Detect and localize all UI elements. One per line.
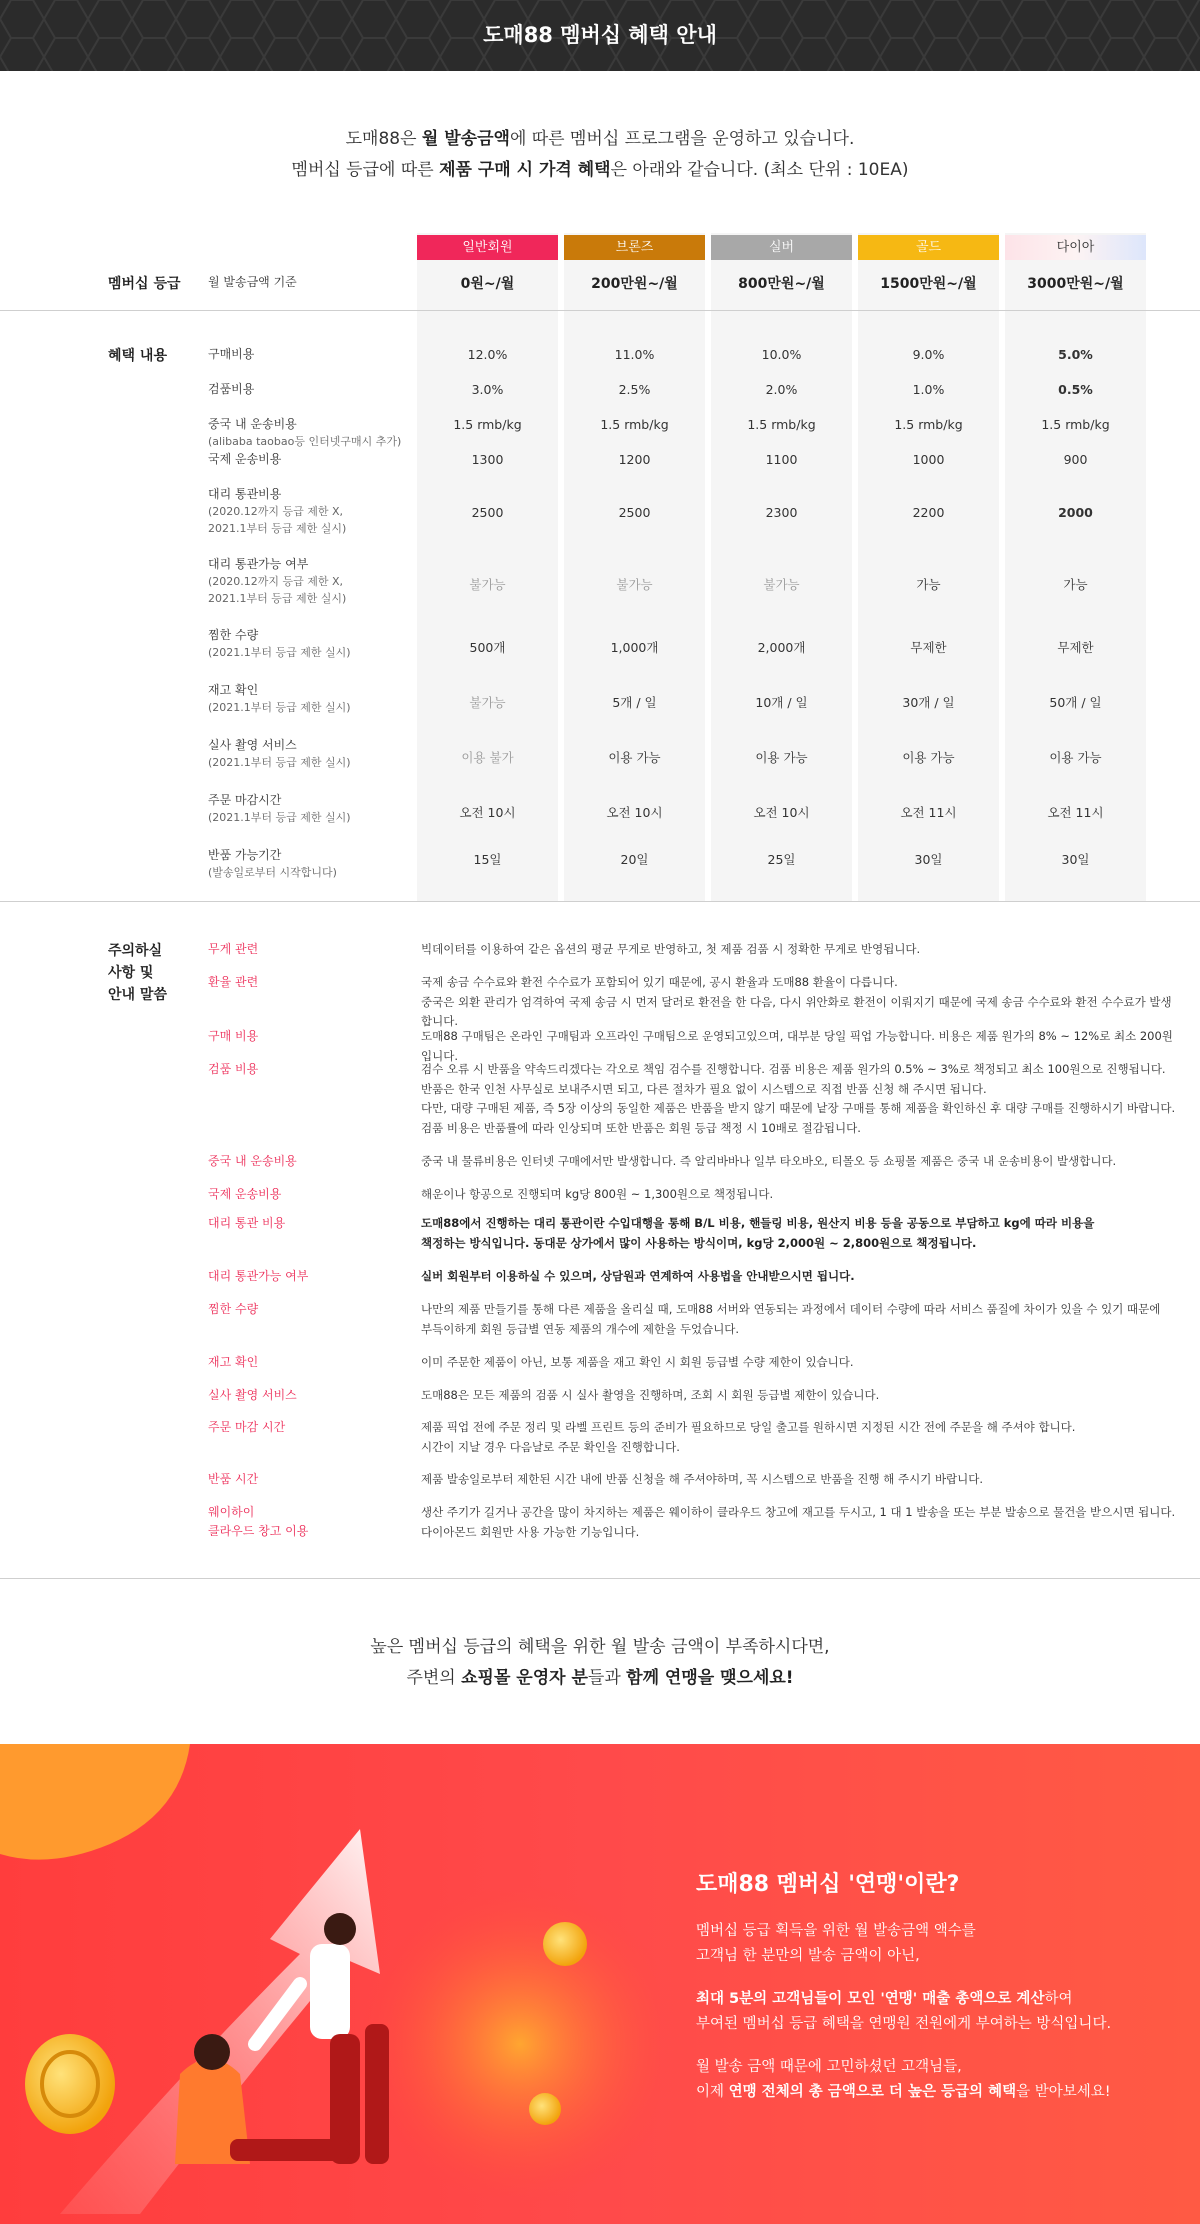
- benefit-value: 30일: [914, 852, 943, 867]
- benefit-value: 이용 가능: [755, 750, 808, 765]
- note-text: 국제 송금 수수료와 환전 수수료가 포함되어 있기 때문에, 공시 환율과 도매88 환율이 다릅니다. 중국은 외환 관리가 엄격하여 국제 송금 시 먼저 달러로 환전을 한 다음, 다시 위안화로 환전이 이뤄지기 때문에 국제 송금 수수료와 환전 수수료가 발생합니다.: [421, 975, 1172, 1028]
- benefit-value: 이용 가능: [902, 750, 955, 765]
- note-key: 실사 촬영 서비스: [208, 1388, 297, 1402]
- benefit-value: 30일: [1061, 852, 1090, 867]
- benefit-value: 2200: [912, 505, 945, 520]
- benefit-value: 1,000개: [610, 640, 659, 655]
- note-text: 이미 주문한 제품이 아닌, 보통 제품을 재고 확인 시 회원 등급별 수량 제한이 있습니다.: [421, 1355, 854, 1369]
- tier-column: [711, 233, 852, 901]
- note-key: 구매 비용: [208, 1029, 259, 1043]
- benefit-note: (2020.12까지 등급 제한 X, 2021.1부터 등급 제한 실시): [208, 505, 347, 535]
- benefit-row-label: [208, 451, 281, 468]
- page-header: [0, 0, 1200, 71]
- tier-badge: 실버: [711, 235, 852, 260]
- benefit-value: 1000: [912, 452, 945, 467]
- benefit-name: 대리 통관비용: [208, 487, 282, 501]
- benefit-value: 10개 / 일: [755, 695, 808, 710]
- benefit-note: (발송일로부터 시작합니다): [208, 866, 337, 879]
- note-key: 중국 내 운송비용: [208, 1154, 297, 1168]
- benefit-row-label: [208, 737, 351, 771]
- benefit-row-label: [208, 381, 254, 398]
- notes-title: 주의하실 사항 및 안내 말씀: [108, 943, 167, 1003]
- benefit-value: 12.0%: [467, 347, 508, 362]
- benefit-value: 3.0%: [471, 382, 504, 397]
- growth-illustration: [0, 1744, 660, 2224]
- note-text: 생산 주기가 길거나 공간을 많이 차지하는 제품은 웨이하이 클라우드 창고에 재고를 두시고, 1 대 1 발송을 또는 부분 발송으로 물건을 받으시면 됩니다. 다이아몬드 회원만 사용 가능한 기능입니다.: [421, 1505, 1176, 1539]
- benefit-value: 가능: [916, 577, 941, 592]
- benefit-note: (2021.1부터 등급 제한 실시): [208, 756, 351, 769]
- benefit-name: 주문 마감시간: [208, 793, 282, 807]
- benefit-value: 오전 11시: [1047, 805, 1104, 820]
- tier-column: [417, 233, 558, 901]
- benefit-row-label: [208, 627, 351, 661]
- benefit-row-label: [208, 556, 346, 607]
- note-text: 도매88 구매팀은 온라인 구매팀과 오프라인 구매팀으로 운영되고있으며, 대부분 당일 픽업 가능합니다. 비용은 제품 원가의 8% ~ 12%로 최소 200원입니다.: [421, 1029, 1173, 1063]
- note-text: 도매88은 모든 제품의 검품 시 실사 촬영을 진행하며, 조회 시 회원 등급별 제한이 있습니다.: [421, 1388, 880, 1402]
- note-text: 도매88에서 진행하는 대리 통관이란 수입대행을 통해 B/L 비용, 핸들링 비용, 원산지 비용 등을 공동으로 부담하고 kg에 따라 비용을 책정하는 방식입니다. 동대문 상가에서 많이 사용하는 방식이며, kg당 2,000원 ~ 2,800원으로 책정됩니다.: [421, 1216, 1095, 1250]
- tier-column: [564, 233, 705, 901]
- benefit-value: 30개 / 일: [902, 695, 955, 710]
- benefit-value: 이용 가능: [608, 750, 661, 765]
- tier-badge: 골드: [858, 235, 999, 260]
- basis-label: 월 발송금액 기준: [208, 275, 297, 289]
- alliance-cta: 높은 멤버십 등급의 혜택을 위한 월 발송 금액이 부족하시다면, 주변의 쇼핑몰 운영자 분들과 함께 연맹을 맺으세요!: [370, 1637, 830, 1688]
- benefit-value: 2,000개: [757, 640, 806, 655]
- benefit-value: 900: [1063, 452, 1088, 467]
- benefit-value: 이용 가능: [1049, 750, 1102, 765]
- note-key: 검품 비용: [208, 1062, 259, 1076]
- benefit-value: 20일: [620, 852, 649, 867]
- benefit-row-label: [208, 346, 254, 363]
- tier-column: [1005, 233, 1146, 901]
- note-key: 대리 통관 비용: [208, 1216, 286, 1230]
- benefit-value: 무제한: [1057, 640, 1094, 655]
- benefit-value: 500개: [469, 640, 506, 655]
- note-text: 실버 회원부터 이용하실 수 있으며, 상담원과 연계하여 사용법을 안내받으시면 됩니다.: [421, 1269, 855, 1283]
- tier-range: 800만원~/월: [738, 276, 825, 292]
- benefit-value: 불가능: [469, 577, 506, 592]
- divider: [0, 901, 1200, 902]
- benefit-row-label: [208, 682, 351, 716]
- benefit-value: 2500: [471, 505, 504, 520]
- benefit-value: 10.0%: [761, 347, 802, 362]
- tier-badge: 일반회원: [417, 235, 558, 260]
- benefit-row-label: [208, 486, 346, 537]
- benefit-row-label: [208, 847, 337, 881]
- note-key: 주문 마감 시간: [208, 1420, 286, 1434]
- benefit-value: 0.5%: [1058, 382, 1093, 397]
- benefit-value: 11.0%: [614, 347, 655, 362]
- benefit-value: 무제한: [910, 640, 947, 655]
- note-text: 빅데이터를 이용하여 같은 옵션의 평균 무게로 반영하고, 첫 제품 검품 시 정확한 무게로 반영됩니다.: [421, 942, 921, 956]
- banner-paragraph-3: 월 발송 금액 때문에 고민하셨던 고객님들, 이제 연맹 전체의 총 금액으로 더 높은 등급의 혜택을 받아보세요!: [696, 2059, 1111, 2100]
- benefit-value: 이용 불가: [461, 750, 514, 765]
- benefit-value: 오전 10시: [753, 805, 810, 820]
- note-key: 환율 관련: [208, 975, 259, 989]
- benefit-note: (2021.1부터 등급 제한 실시): [208, 701, 351, 714]
- divider: [0, 310, 1200, 311]
- note-text: 중국 내 물류비용은 인터넷 구매에서만 발생합니다. 즉 알리바바나 일부 타오바오, 티몰오 등 쇼핑몰 제품은 중국 내 운송비용이 발생합니다.: [421, 1154, 1117, 1168]
- tier-range: 200만원~/월: [591, 276, 678, 292]
- note-key: 국제 운송비용: [208, 1187, 282, 1201]
- tier-badge: 브론즈: [564, 235, 705, 260]
- banner-title: 도매88 멤버십 '연맹'이란?: [696, 1872, 960, 1897]
- benefit-name: 재고 확인: [208, 683, 259, 697]
- note-text: 제품 픽업 전에 주문 정리 및 라벨 프린트 등의 준비가 필요하므로 당일 출고를 원하시면 지정된 시간 전에 주문을 해 주셔야 합니다. 시간이 지날 경우 다음날로 주문 확인을 진행합니다.: [421, 1420, 1076, 1454]
- benefit-row-label: [208, 792, 351, 826]
- tier-range: 0원~/월: [460, 276, 515, 292]
- benefit-name: 국제 운송비용: [208, 452, 282, 466]
- benefit-name: 대리 통관가능 여부: [208, 557, 309, 571]
- benefit-value: 1.0%: [912, 382, 945, 397]
- benefit-value: 5.0%: [1058, 347, 1093, 362]
- benefit-value: 2.5%: [618, 382, 651, 397]
- banner-paragraph-2: 최대 5분의 고객님들이 모인 '연맹' 매출 총액으로 계산하여 부여된 멤버십 등급 혜택을 연맹원 전원에게 부여하는 방식입니다.: [696, 1991, 1112, 2032]
- alliance-banner: [0, 1744, 1200, 2224]
- benefit-value: 오전 10시: [606, 805, 663, 820]
- benefit-note: (2020.12까지 등급 제한 X, 2021.1부터 등급 제한 실시): [208, 575, 347, 605]
- benefit-value: 15일: [473, 852, 502, 867]
- benefit-value: 불가능: [616, 577, 653, 592]
- tier-column: [858, 233, 999, 901]
- note-key: 웨이하이 클라우드 창고 이용: [208, 1505, 309, 1538]
- benefit-value: 50개 / 일: [1049, 695, 1102, 710]
- tier-range: 1500만원~/월: [880, 276, 977, 292]
- divider: [0, 1578, 1200, 1579]
- note-text: 해운이나 항공으로 진행되며 kg당 800원 ~ 1,300원으로 책정됩니다.: [421, 1187, 774, 1201]
- note-text: 검수 오류 시 반품을 약속드리겠다는 각오로 책임 검수를 진행합니다. 검품 비용은 제품 원가의 0.5% ~ 3%로 책정되고 최소 100원으로 진행됩니다. 반품은 한국 인천 사무실로 보내주시면 되고, 다른 절차가 필요 없이 시스템으로 직접 반품 신청 해 주시면 됩니다. 다만, 대량 구매된 제품, 즉 5장 이상의 동일한 제품은 반품을 받지 않기 때문에 낱장 구매를 통해 제품을 확인하신 후 대량 구매를 진행하시기 바랍니다. 검품 비용은 반품률에 따라 인상되며 또한 반품은 회원 등급 책정 시 10배로 절감됩니다.: [421, 1062, 1176, 1135]
- benefit-value: 가능: [1063, 577, 1088, 592]
- benefit-name: 반품 가능기간: [208, 848, 282, 862]
- benefit-value: 2500: [618, 505, 651, 520]
- benefit-name: 검품비용: [208, 382, 255, 396]
- note-text: 제품 발송일로부터 제한된 시간 내에 반품 신청을 해 주셔야하며, 꼭 시스템으로 반품을 진행 해 주시기 바랍니다.: [421, 1472, 984, 1486]
- benefit-value: 1.5 rmb/kg: [453, 417, 522, 432]
- benefit-name: 구매비용: [208, 347, 255, 361]
- benefit-value: 5개 / 일: [612, 695, 657, 710]
- benefit-value: 1200: [618, 452, 651, 467]
- intro-text: 도매88은 월 발송금액에 따른 멤버십 프로그램을 운영하고 있습니다. 멤버십 등급에 따른 제품 구매 시 가격 혜택은 아래와 같습니다. (최소 단위 : 10EA): [291, 129, 909, 180]
- benefit-value: 1100: [765, 452, 798, 467]
- benefit-value: 1.5 rmb/kg: [747, 417, 816, 432]
- benefit-label: 혜택 내용: [108, 348, 167, 364]
- benefit-value: 오전 11시: [900, 805, 957, 820]
- benefit-name: 실사 촬영 서비스: [208, 738, 297, 752]
- benefit-value: 2.0%: [765, 382, 798, 397]
- benefit-value: 9.0%: [912, 347, 945, 362]
- page-title: 도매88 멤버십 혜택 안내: [483, 23, 717, 47]
- note-key: 대리 통관가능 여부: [208, 1269, 309, 1283]
- benefit-name: 중국 내 운송비용: [208, 417, 297, 431]
- benefit-name: 찜한 수량: [208, 628, 259, 642]
- benefit-value: 오전 10시: [459, 805, 516, 820]
- benefit-value: 2000: [1058, 505, 1093, 520]
- benefit-value: 1.5 rmb/kg: [600, 417, 669, 432]
- note-key: 무게 관련: [208, 942, 259, 956]
- benefit-value: 불가능: [469, 695, 506, 710]
- note-key: 반품 시간: [208, 1472, 259, 1486]
- note-key: 찜한 수량: [208, 1302, 259, 1316]
- benefit-note: (2021.1부터 등급 제한 실시): [208, 646, 351, 659]
- note-key: 재고 확인: [208, 1355, 259, 1369]
- benefit-value: 25일: [767, 852, 796, 867]
- benefit-value: 불가능: [763, 577, 800, 592]
- benefit-note: (alibaba taobao등 인터넷구매시 추가): [208, 435, 402, 448]
- benefit-row-label: [208, 416, 401, 450]
- tier-range: 3000만원~/월: [1027, 276, 1124, 292]
- grade-label: 멤버십 등급: [108, 276, 181, 292]
- benefit-value: 1.5 rmb/kg: [1041, 417, 1110, 432]
- benefit-value: 2300: [765, 505, 798, 520]
- benefit-note: (2021.1부터 등급 제한 실시): [208, 811, 351, 824]
- benefit-value: 1.5 rmb/kg: [894, 417, 963, 432]
- tier-badge: 다이아: [1005, 235, 1146, 260]
- banner-paragraph-1: 멤버십 등급 획득을 위한 월 발송금액 액수를 고객님 한 분만의 발송 금액이 아닌,: [696, 1923, 976, 1964]
- benefit-value: 1300: [471, 452, 504, 467]
- note-text: 나만의 제품 만들기를 통해 다른 제품을 올리실 때, 도매88 서버와 연동되는 과정에서 데이터 수량에 따라 서비스 품질에 차이가 있을 수 있기 때문에 부득이하게 회원 등급별 연동 제품의 개수에 제한을 두었습니다.: [421, 1302, 1161, 1336]
